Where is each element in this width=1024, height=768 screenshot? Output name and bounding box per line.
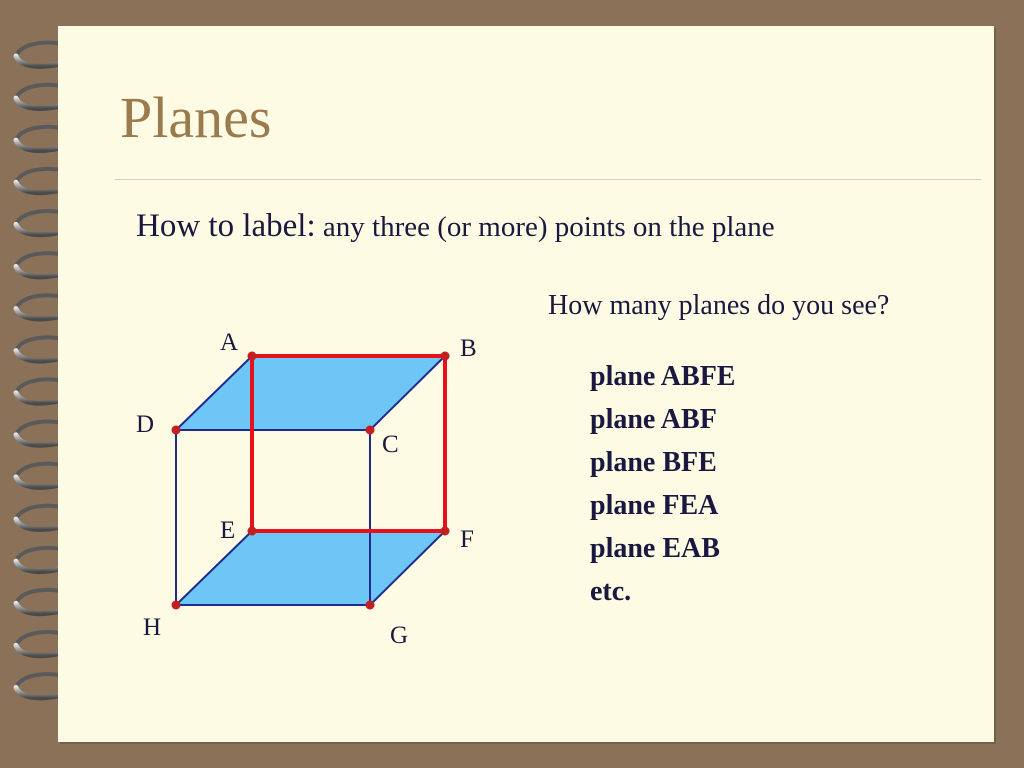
label-h: H [143, 614, 162, 641]
question-text: How many planes do you see? [548, 290, 890, 321]
label-g: G [390, 622, 409, 649]
top-face-abcd [176, 356, 445, 430]
bottom-face-efgh [176, 531, 445, 605]
point-e [248, 527, 257, 536]
label-f: F [460, 526, 474, 553]
point-f [441, 527, 450, 536]
label-c: C [382, 431, 399, 458]
point-c [366, 426, 375, 435]
slide-title: Planes [120, 85, 272, 150]
label-a: A [220, 329, 239, 356]
answer-item: etc. [590, 576, 632, 607]
point-h [172, 601, 181, 610]
answer-item: plane ABF [590, 404, 717, 435]
point-a [248, 352, 257, 361]
point-b [441, 352, 450, 361]
label-b: B [460, 335, 477, 362]
answer-item: plane BFE [590, 447, 717, 478]
answer-item: plane FEA [590, 490, 719, 521]
subtitle-rest: any three (or more) points on the plane [315, 211, 775, 243]
subtitle-lead: How to label: [136, 208, 316, 244]
label-e: E [220, 517, 236, 544]
point-g [366, 601, 375, 610]
answer-item: plane ABFE [590, 361, 736, 392]
point-d [172, 426, 181, 435]
answer-item: plane EAB [590, 533, 720, 564]
label-d: D [136, 411, 155, 438]
